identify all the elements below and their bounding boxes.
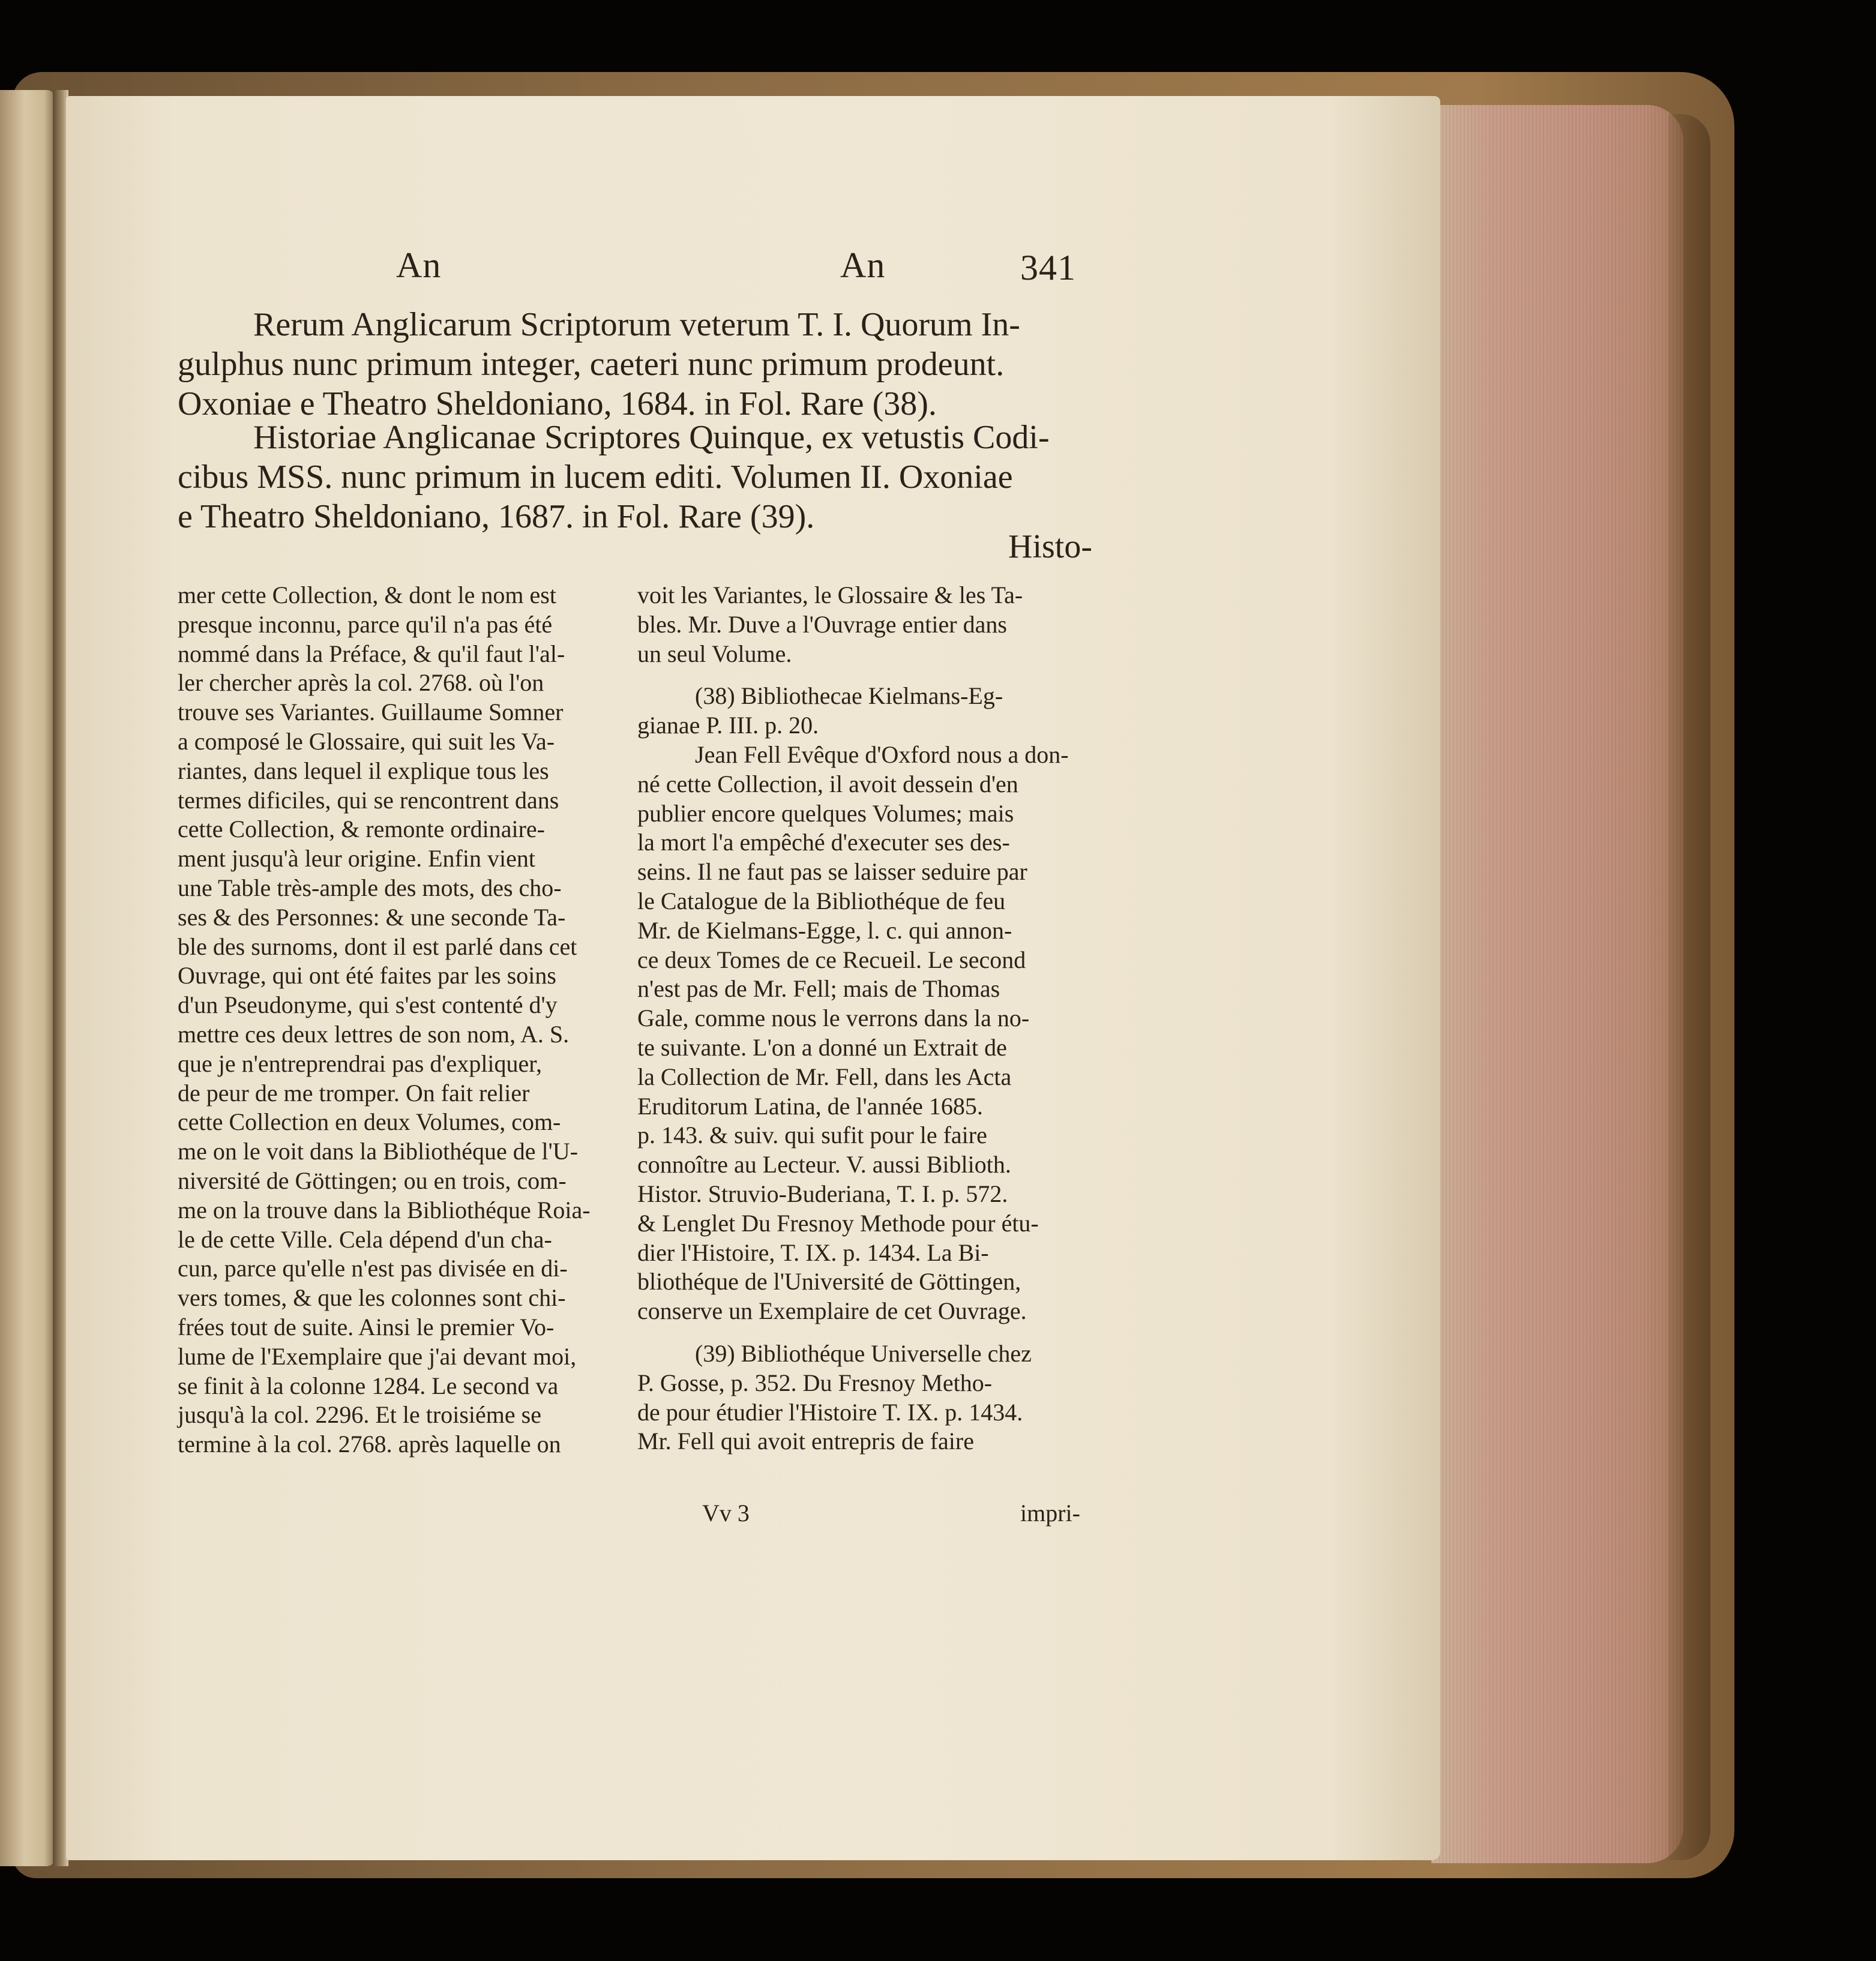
previous-page-edge	[0, 90, 55, 1866]
main-entry-2-line-1: Historiae Anglicanae Scriptores Quinque, ex vetustis Codi-	[253, 419, 1050, 456]
main-entry-2-line-2: cibus MSS. nunc primum in lucem editi. Volumen II. Oxoniae	[178, 458, 1013, 496]
text-line: de pour étudier l'Histoire T. IX. p. 1434.	[637, 1398, 1023, 1426]
text-line: cun, parce qu'elle n'est pas divisée en di-	[178, 1255, 568, 1282]
text-line: Mr. de Kielmans-Egge, l. c. qui annon-	[637, 916, 1012, 944]
text-line: publier encore quelques Volumes; mais	[637, 799, 1014, 827]
footer-catchword: impri-	[1020, 1500, 1080, 1527]
text-line: conserve un Exemplaire de cet Ouvrage.	[637, 1297, 1027, 1325]
text-line: Eruditorum Latina, de l'année 1685.	[637, 1092, 983, 1120]
text-line: me on le voit dans la Bibliothéque de l'U-	[178, 1138, 579, 1165]
text-line: de peur de me tromper. On fait relier	[178, 1079, 530, 1107]
text-line: le de cette Ville. Cela dépend d'un cha-	[178, 1225, 552, 1253]
text-line: ses & des Personnes: & une seconde Ta-	[178, 903, 566, 931]
text-line: mettre ces deux lettres de son nom, A. S.	[178, 1020, 570, 1048]
text-line: niversité de Göttingen; ou en trois, com-	[178, 1167, 567, 1194]
right-footnote-column	[637, 581, 1093, 1456]
main-entry-2	[178, 418, 1114, 536]
text-line: Gale, comme nous le verrons dans la no-	[637, 1005, 1030, 1032]
text-line: bliothéque de l'Université de Göttingen,	[637, 1268, 1021, 1296]
text-line: presque inconnu, parce qu'il n'a pas été	[178, 610, 553, 638]
text-line: se finit à la colonne 1284. Le second va	[178, 1372, 559, 1399]
text-line: la mort l'a empêché d'executer ses des-	[637, 829, 1010, 856]
text-line: né cette Collection, il avoit dessein d'en	[637, 770, 1018, 797]
running-head-center: An	[840, 245, 886, 285]
text-line: cette Collection, & remonte ordinaire-	[178, 815, 545, 843]
page-stack-fore-edge	[1431, 105, 1683, 1863]
text-line: que je n'entreprendrai pas d'expliquer,	[178, 1050, 543, 1077]
note-continuation	[637, 581, 1093, 668]
running-head-left: An	[396, 245, 442, 285]
text-line: Histor. Struvio-Buderiana, T. I. p. 572.	[637, 1180, 1008, 1207]
text-line: a composé le Glossaire, qui suit les Va-	[178, 727, 555, 755]
text-line: la Collection de Mr. Fell, dans les Acta	[637, 1063, 1012, 1090]
text-line: cette Collection en deux Volumes, com-	[178, 1108, 561, 1136]
note-38	[637, 682, 1093, 1326]
text-line: voit les Variantes, le Glossaire & les Ta-	[637, 581, 1023, 608]
note-39	[637, 1339, 1093, 1456]
text-line: riantes, dans lequel il explique tous les	[178, 757, 549, 784]
page-number: 341	[1020, 248, 1076, 287]
text-line: ce deux Tomes de ce Recueil. Le second	[637, 946, 1026, 973]
text-line: d'un Pseudonyme, qui s'est contenté d'y	[178, 991, 558, 1019]
main-entry-1-line-3: Oxoniae e Theatro Sheldoniano, 1684. in Fol. Rare (38).	[178, 385, 937, 422]
text-line: Ouvrage, qui ont été faites par les soins	[178, 962, 556, 990]
signature-mark: Vv 3	[702, 1500, 750, 1527]
text-line: jusqu'à la col. 2296. Et le troisiéme se	[178, 1401, 541, 1429]
text-line: me on la trouve dans la Bibliothéque Roia-	[178, 1196, 591, 1224]
text-line: nommé dans la Préface, & qu'il faut l'al-	[178, 640, 565, 667]
text-line: te suivante. L'on a donné un Extrait de	[637, 1033, 1007, 1061]
text-line: P. Gosse, p. 352. Du Fresnoy Metho-	[637, 1369, 993, 1396]
text-line: gianae P. III. p. 20.	[637, 712, 819, 739]
text-line: le Catalogue de la Bibliothéque de feu	[637, 887, 1006, 914]
text-line: termine à la col. 2768. après laquelle on	[178, 1431, 561, 1458]
left-footnote-column	[178, 581, 622, 1459]
main-catchword: Histo-	[1008, 528, 1092, 565]
text-line: Mr. Fell qui avoit entrepris de faire	[637, 1428, 974, 1455]
text-line: vers tomes, & que les colonnes sont chi-	[178, 1284, 566, 1312]
text-line: ler chercher après la col. 2768. où l'on	[178, 669, 544, 697]
text-line: (39) Bibliothéque Universelle chez	[695, 1339, 1032, 1367]
main-entry-1-line-1: Rerum Anglicarum Scriptorum veterum T. I. Quorum In-	[253, 306, 1020, 343]
main-entry-1-line-2: gulphus nunc primum integer, caeteri nunc primum prodeunt.	[178, 346, 1005, 383]
text-line: une Table très-ample des mots, des cho-	[178, 874, 562, 901]
main-entry-2-line-3: e Theatro Sheldoniano, 1687. in Fol. Rare (39).	[178, 498, 815, 535]
text-line: trouve ses Variantes. Guillaume Somner	[178, 698, 564, 726]
text-line: lume de l'Exemplaire que j'ai devant moi,	[178, 1342, 577, 1370]
main-entry-1	[178, 305, 1114, 424]
text-line: n'est pas de Mr. Fell; mais de Thomas	[637, 975, 1000, 1003]
text-line: ble des surnoms, dont il est parlé dans cet	[178, 932, 577, 960]
text-line: dier l'Histoire, T. IX. p. 1434. La Bi-	[637, 1239, 989, 1266]
text-line: termes dificiles, qui se rencontrent dans	[178, 786, 559, 814]
text-line: un seul Volume.	[637, 640, 792, 667]
fore-edge-shadow	[1668, 114, 1710, 1860]
text-line: Jean Fell Evêque d'Oxford nous a don-	[695, 740, 1069, 768]
text-line: bles. Mr. Duve a l'Ouvrage entier dans	[637, 610, 1007, 638]
text-line: & Lenglet Du Fresnoy Methode pour étu-	[637, 1209, 1039, 1237]
text-line: connoître au Lecteur. V. aussi Biblioth.	[637, 1151, 1011, 1179]
text-line: (38) Bibliothecae Kielmans-Eg-	[695, 682, 1003, 710]
text-line: ment jusqu'à leur origine. Enfin vient	[178, 845, 535, 872]
text-line: frées tout de suite. Ainsi le premier Vo-	[178, 1313, 555, 1341]
text-line: p. 143. & suiv. qui sufit pour le faire	[637, 1122, 987, 1149]
text-line: seins. Il ne faut pas se laisser seduire par	[637, 858, 1027, 886]
text-line: mer cette Collection, & dont le nom est	[178, 581, 556, 608]
